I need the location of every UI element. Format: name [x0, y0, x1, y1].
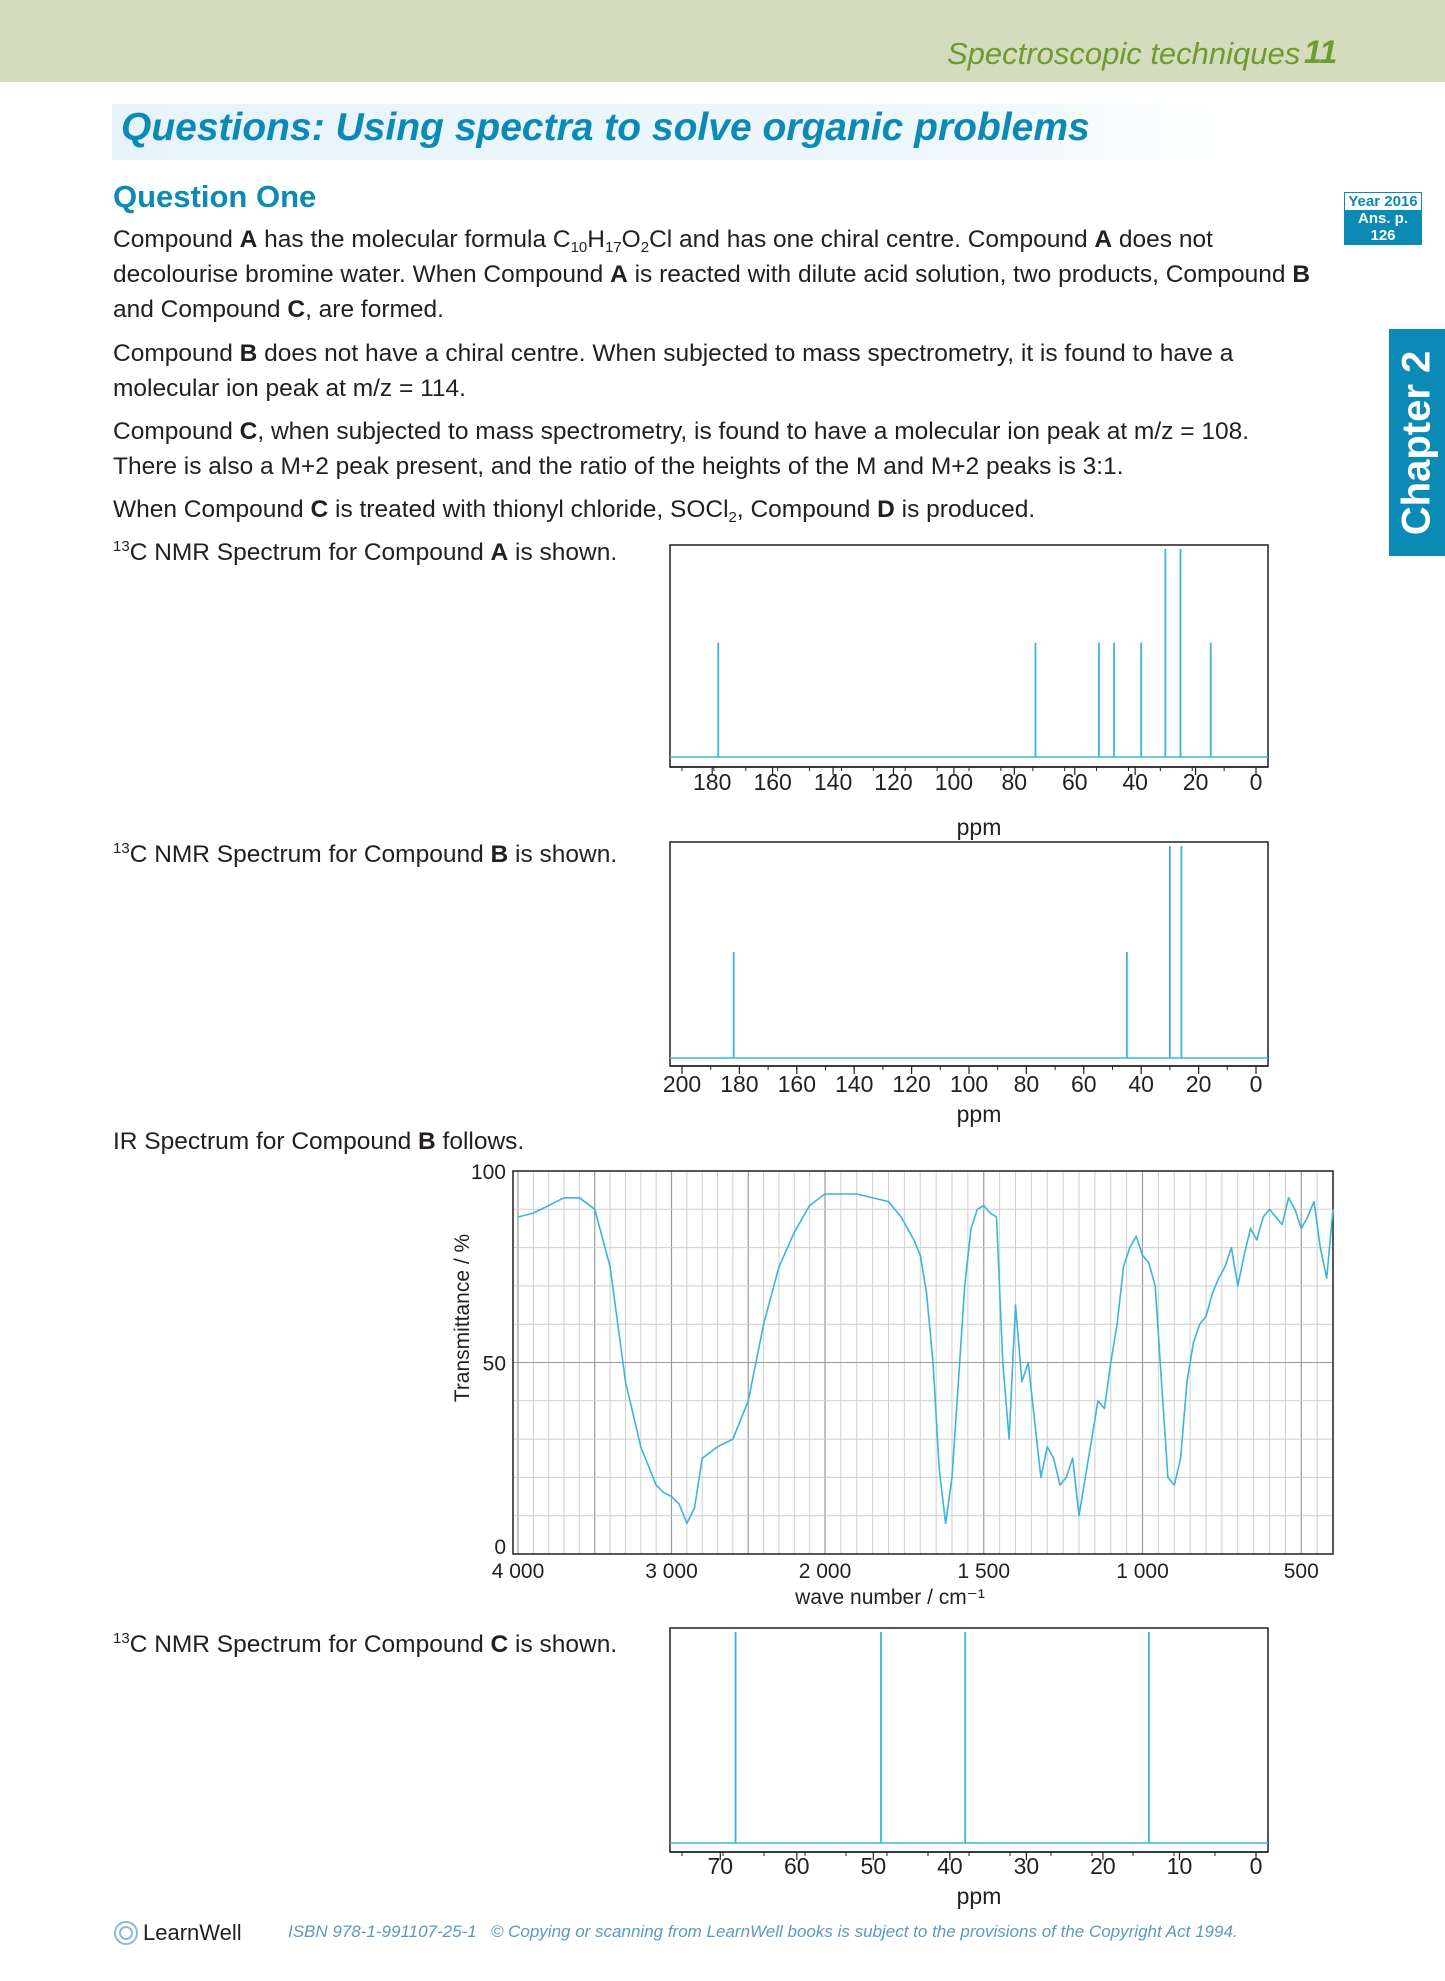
paragraph-2: Compound B does not have a chiral centre. When subjected to mass spectrometry, it is found to have a molecular ion peak at m/z = 114. [113, 340, 1234, 402]
x-tick-label: 60 [1061, 769, 1088, 795]
question-heading: Question One [113, 179, 317, 214]
nmr-b-chart [663, 842, 1268, 1127]
x-tick-label: 2 000 [798, 1560, 852, 1583]
nmr-a-chart [670, 545, 1268, 840]
plot-frame [670, 545, 1268, 767]
nmr-b-label: $^{13}$C NMR Spectrum for Compound B is shown. [113, 840, 618, 868]
plot-frame [670, 842, 1268, 1066]
x-tick-label: 50 [860, 1853, 887, 1879]
learnwell-logo-icon [113, 1920, 139, 1946]
nmr-c-chart [670, 1628, 1268, 1909]
paragraph-4: When Compound C is treated with thionyl chloride, SOCl$_2$, Compound D is produced. [113, 496, 1036, 526]
x-tick-label: 120 [874, 769, 913, 795]
x-tick-label: 140 [835, 1071, 874, 1097]
x-tick-label: 70 [707, 1853, 734, 1879]
x-tick-label: 80 [1001, 769, 1028, 795]
year-label: Year 2016 [1345, 193, 1421, 210]
footer-brand [113, 1920, 242, 1946]
page-title: Questions: Using spectra to solve organic problems [121, 106, 1090, 149]
x-tick-label: 500 [1283, 1560, 1319, 1583]
paragraph-3: Compound C, when subjected to mass spectrometry, is found to have a molecular ion peak at m/z = 108. There is also a M+2 peak present, and the ratio of the heights of the M and M+2 peaks is 3:1. [113, 418, 1250, 480]
x-tick-label: 60 [1071, 1071, 1097, 1097]
x-axis-label: ppm [956, 814, 1002, 840]
x-tick-label: 160 [777, 1071, 816, 1097]
x-tick-label: 20 [1185, 1071, 1212, 1097]
ir-spectrum-line [518, 1194, 1333, 1523]
x-tick-label: 0 [1249, 769, 1263, 795]
x-tick-label: 0 [1249, 1853, 1263, 1879]
section-title: Spectroscopic techniques [947, 36, 1301, 71]
x-tick-label: 80 [1013, 1071, 1040, 1097]
ir-b-label: IR Spectrum for Compound B follows. [113, 1128, 525, 1155]
x-tick-label: 200 [662, 1071, 702, 1097]
x-tick-label: 40 [937, 1853, 963, 1879]
x-tick-label: 180 [693, 769, 732, 795]
answer-page-label: Ans. p. 126 [1345, 210, 1421, 244]
x-tick-label: 160 [753, 769, 792, 795]
x-tick-label: 1 000 [1116, 1560, 1169, 1583]
x-tick-label: 100 [934, 769, 974, 795]
x-tick-label: 120 [892, 1071, 931, 1097]
y-axis-label: Transmittance / % [451, 1233, 474, 1403]
x-tick-label: 60 [784, 1853, 810, 1879]
x-tick-label: 40 [1122, 769, 1148, 795]
footer-brand-name: LearnWell [143, 1920, 242, 1945]
x-axis-label: wave number / cm⁻¹ [795, 1586, 985, 1609]
x-tick-label: 4 000 [491, 1560, 545, 1583]
x-tick-label: 0 [1249, 1071, 1263, 1097]
x-tick-label: 30 [1013, 1853, 1040, 1879]
x-tick-label: 140 [813, 769, 853, 795]
x-tick-label: 180 [720, 1071, 759, 1097]
chapter-tab-label: Chapter 2 [1394, 350, 1439, 535]
x-tick-label: 20 [1182, 769, 1209, 795]
nmr-c-label: $^{13}$C NMR Spectrum for Compound C is shown. [113, 1630, 618, 1658]
x-tick-label: 40 [1128, 1071, 1154, 1097]
x-tick-label: 10 [1166, 1853, 1193, 1879]
x-axis-label: ppm [956, 1101, 1002, 1127]
x-axis-label: ppm [956, 1883, 1002, 1909]
footer-copyright: © Copying or scanning from LearnWell books is subject to the provisions of the Copyright Act 1994. [490, 1922, 1238, 1941]
x-tick-label: 100 [949, 1071, 989, 1097]
ir-b-chart [451, 1161, 1333, 1609]
y-tick-label: 0 [494, 1536, 506, 1559]
x-tick-label: 1 500 [957, 1560, 1011, 1583]
y-tick-label: 50 [482, 1352, 506, 1376]
page-number: 11 [1304, 34, 1338, 70]
x-tick-label: 20 [1090, 1853, 1116, 1879]
plot-frame [670, 1628, 1268, 1852]
x-tick-label: 3 000 [645, 1560, 698, 1583]
footer-legal [288, 1922, 1238, 1942]
footer-isbn: ISBN 978-1-991107-25-1 [288, 1922, 477, 1941]
y-tick-label: 100 [470, 1161, 506, 1184]
nmr-a-label: $^{13}$C NMR Spectrum for Compound A is shown. [113, 538, 618, 566]
paragraph-1: Compound A has the molecular formula $C_{10}H_{17}O_2Cl$ and has one chiral centre. Compound A does not decolourise bromine water. When Compound A is reacted with dilute acid solution, two products, Compound B and Compound C, are formed. [113, 226, 1311, 323]
